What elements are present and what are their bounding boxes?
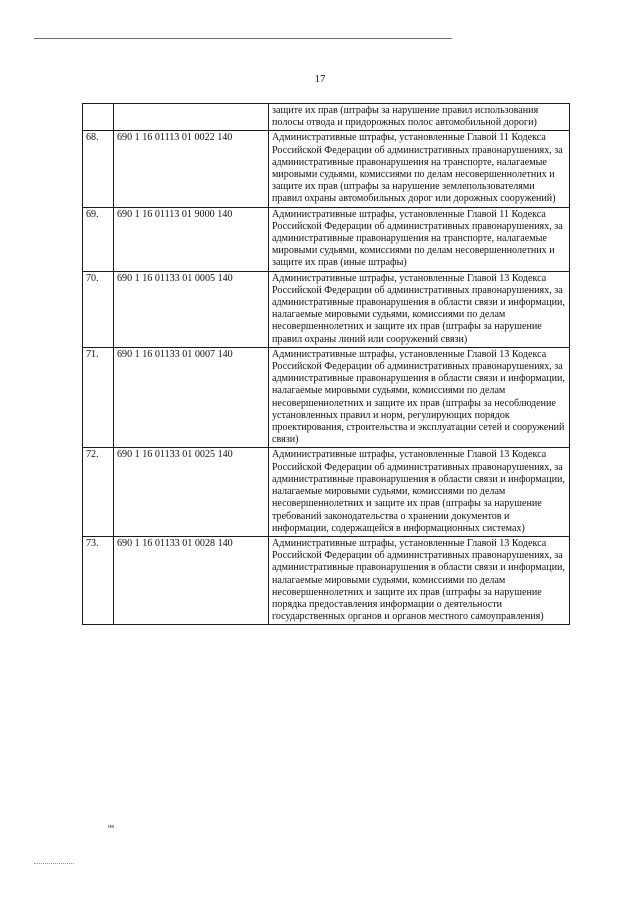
row-description: защите их прав (штрафы за нарушение правил использования полосы отвода и придорожных полос автомобильной дороги): [269, 104, 570, 131]
table-row: [83, 104, 570, 131]
header-rule: [34, 38, 452, 39]
table-row: [83, 271, 570, 347]
budget-code: [114, 104, 269, 131]
table-body: [83, 104, 570, 625]
footer-mark: [34, 863, 74, 864]
row-description: Административные штрафы, установленные Главой 11 Кодекса Российской Федерации об административных правонарушениях, за административные правонарушения на транспорте, налагаемые мировыми судьями, комиссиями по делам несовершеннолетних и защите их прав (иные штрафы): [269, 207, 570, 271]
row-description: Административные штрафы, установленные Главой 11 Кодекса Российской Федерации об административных правонарушениях, за административные правонарушения на транспорте, налагаемые мировыми судьями, комиссиями по делам несовершеннолетних и защите их прав (штрафы за нарушение землепользователями правил охраны автомобильных дорог или дорожных сооружений): [269, 131, 570, 207]
row-number: 69.: [83, 207, 114, 271]
revenue-codes-table: [82, 103, 570, 625]
page-number: 17: [314, 73, 326, 85]
row-number: 68.: [83, 131, 114, 207]
budget-code: 690 1 16 01133 01 0028 140: [114, 536, 269, 624]
row-number: [83, 104, 114, 131]
row-description: Административные штрафы, установленные Главой 13 Кодекса Российской Федерации об административных правонарушениях, за административные правонарушения в области связи и информации, налагаемые мировыми судьями, комиссиями по делам несовершеннолетних и защите их прав (штрафы за несоблюдение установленных правил и норм, регулирующих порядок проектирования, строительства и эксплуатации сетей и сооружений связи): [269, 347, 570, 448]
row-number: 72.: [83, 448, 114, 536]
budget-code: 690 1 16 01133 01 0025 140: [114, 448, 269, 536]
row-number: 70.: [83, 271, 114, 347]
table-row: [83, 131, 570, 207]
footer-initials: нв: [108, 824, 115, 830]
table-row: [83, 207, 570, 271]
row-number: 71.: [83, 347, 114, 448]
table-row: [83, 448, 570, 536]
table-row: [83, 536, 570, 624]
budget-code: 690 1 16 01133 01 0005 140: [114, 271, 269, 347]
row-description: Административные штрафы, установленные Главой 13 Кодекса Российской Федерации об административных правонарушениях, за административные правонарушения в области связи и информации, налагаемые мировыми судьями, комиссиями по делам несовершеннолетних и защите их прав (штрафы за нарушение требований законодательства о хранении документов и информации, содержащейся в информационных системах): [269, 448, 570, 536]
budget-code: 690 1 16 01113 01 9000 140: [114, 207, 269, 271]
row-description: Административные штрафы, установленные Главой 13 Кодекса Российской Федерации об административных правонарушениях, за административные правонарушения в области связи и информации, налагаемые мировыми судьями, комиссиями по делам несовершеннолетних и защите их прав (штрафы за нарушение правил охраны линий или сооружений связи): [269, 271, 570, 347]
row-description: Административные штрафы, установленные Главой 13 Кодекса Российской Федерации об административных правонарушениях, за административные правонарушения в области связи и информации, налагаемые мировыми судьями, комиссиями по делам несовершеннолетних и защите их прав (штрафы за нарушение порядка предоставления информации о деятельности государственных органов и органов местного самоуправления): [269, 536, 570, 624]
budget-code: 690 1 16 01113 01 0022 140: [114, 131, 269, 207]
row-number: 73.: [83, 536, 114, 624]
table-row: [83, 347, 570, 448]
budget-code: 690 1 16 01133 01 0007 140: [114, 347, 269, 448]
